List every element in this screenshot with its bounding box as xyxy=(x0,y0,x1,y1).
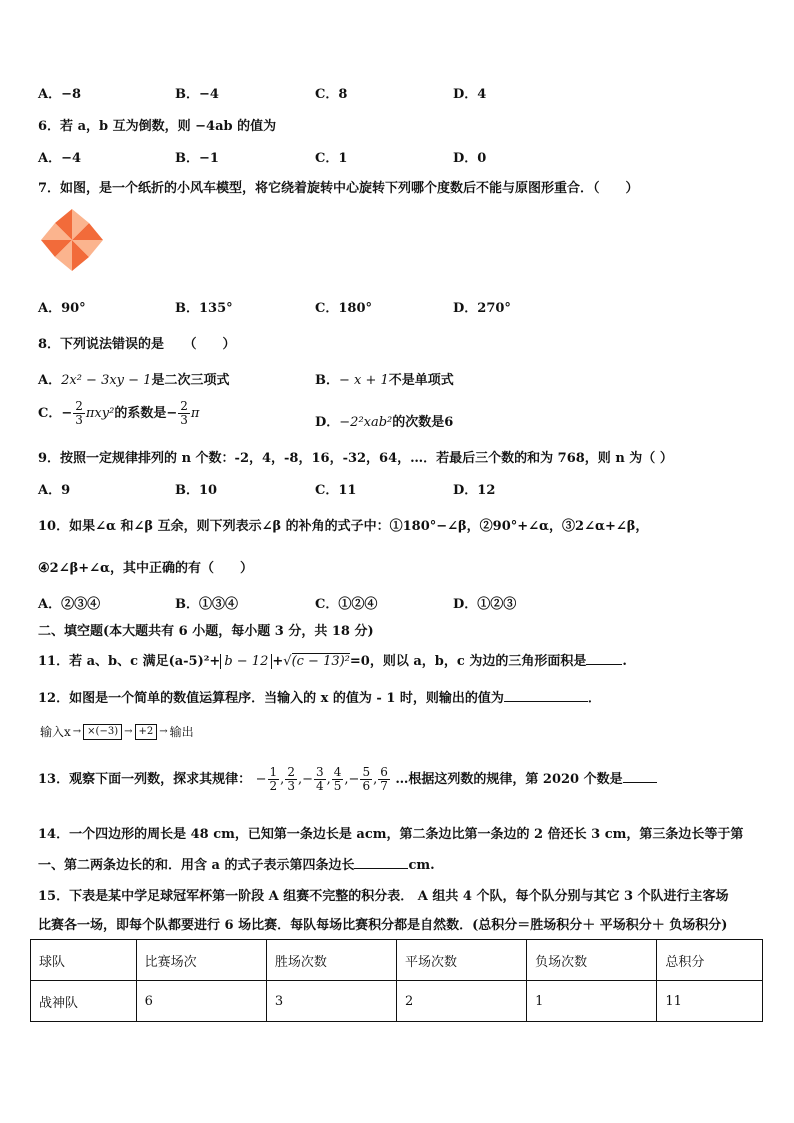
q11-answer-blank xyxy=(586,652,622,665)
table-cell: 11 xyxy=(657,981,763,1022)
q8-a-tail: 是二次三项式 xyxy=(151,373,230,388)
table-cell: 3 xyxy=(266,981,396,1022)
q8-d-tail: 的次数是6 xyxy=(392,415,454,430)
q13-numerator: 5 xyxy=(362,765,371,779)
q8-option-d xyxy=(315,411,453,430)
q11-stem xyxy=(38,650,627,669)
q10-stem: 10．如果∠α 和∠β 互余，则下列表示∠β 的补角的式子中：①180°−∠β，②90°+∠α，③2∠α+∠β， xyxy=(38,519,649,534)
q8-d-expr: −2²xab² xyxy=(339,415,393,430)
q9-option-d: D．12 xyxy=(453,483,496,498)
q7-option-a: A．90° xyxy=(38,301,86,316)
sqrt-icon: √ xyxy=(283,654,292,669)
q7-option-d: D．270° xyxy=(453,301,511,316)
q12-end: ． xyxy=(587,691,601,706)
pinwheel-figure xyxy=(37,205,107,275)
q10-option-b: B．①③④ xyxy=(175,597,238,612)
q13-stem xyxy=(38,766,657,793)
q8-option-a xyxy=(38,369,229,388)
q13-denominator: 6 xyxy=(362,779,371,793)
q13-sequence xyxy=(255,765,391,793)
table-header: 总积分 xyxy=(657,940,763,981)
q13-sign: , xyxy=(280,772,285,787)
table-header: 负场次数 xyxy=(527,940,657,981)
q6-option-b: B．−1 xyxy=(175,151,219,166)
q8-stem: 8．下列说法错误的是 （ ） xyxy=(38,337,236,352)
q9-option-b: B．10 xyxy=(175,483,218,498)
q11-pre: 11．若 a、b、c 满足(a-5)²+ xyxy=(38,654,221,669)
q11-sqrt: (c − 13)² xyxy=(291,654,350,669)
q13-denominator: 5 xyxy=(333,779,342,793)
flow-box-multiply: ×(−3) xyxy=(83,724,122,740)
q13-denominator: 2 xyxy=(269,779,278,793)
q8-c-num: 2 xyxy=(75,399,83,413)
table-cell: 1 xyxy=(527,981,657,1022)
q8-b-label: B． xyxy=(315,373,339,388)
q15-stem-line1: 15．下表是某中学足球冠军杯第一阶段 A 组赛不完整的积分表． A 组共 4 个队，每个队分别与其它 3 个队进行主客场 xyxy=(38,889,729,904)
q8-c-mid: 的系数是− xyxy=(114,406,178,421)
q8-option-b xyxy=(315,369,454,388)
table-header: 胜场次数 xyxy=(266,940,396,981)
q13-denominator: 4 xyxy=(315,779,324,793)
q13-sign: − xyxy=(255,772,267,787)
table-header: 平场次数 xyxy=(396,940,526,981)
q8-option-c xyxy=(38,400,199,427)
points-table xyxy=(30,939,763,1022)
q5-option-b: B．−4 xyxy=(175,87,219,102)
q8-c-label: C．− xyxy=(38,406,73,421)
table-row xyxy=(31,981,763,1022)
q7-option-b: B．135° xyxy=(175,301,233,316)
q10-option-c: C．①②④ xyxy=(315,597,378,612)
q13-fraction xyxy=(332,766,344,793)
q13-numerator: 1 xyxy=(269,765,278,779)
q13-numerator: 2 xyxy=(287,765,295,779)
flow-output: 输出 xyxy=(169,725,194,739)
arrow-right-icon: → xyxy=(72,726,82,737)
pinwheel-blades xyxy=(41,209,103,271)
q6-stem: 6．若 a，b 互为倒数，则 −4ab 的值为 xyxy=(38,119,277,134)
table-header-row xyxy=(31,940,763,981)
q11-post: =0，则以 a，b，c 为边的三角形面积是 xyxy=(349,654,587,669)
q13-fraction xyxy=(314,766,326,793)
q5-option-a: A．−8 xyxy=(38,87,82,102)
q5-option-c: C．8 xyxy=(315,87,348,102)
q8-a-label: A． xyxy=(38,373,62,388)
q14-answer-blank xyxy=(354,856,408,869)
q14-text: 一、第二两条边长的和．用含 a 的式子表示第四条边长 xyxy=(38,858,355,873)
q14-unit: cm. xyxy=(408,858,435,873)
q13-numerator: 3 xyxy=(315,765,324,779)
q13-sign: , xyxy=(373,772,378,787)
table-cell: 6 xyxy=(136,981,266,1022)
q14-stem-line1: 14．一个四边形的周长是 48 cm，已知第一条边长是 acm，第二条边比第一条边的 2 倍还长 3 cm，第三条边长等于第 xyxy=(38,827,744,842)
q13-sign: , xyxy=(326,772,331,787)
q8-b-expr: − x + 1 xyxy=(339,373,389,388)
q8-c-den: 3 xyxy=(75,413,83,427)
q13-denominator: 7 xyxy=(380,779,388,793)
q8-c-den2: 3 xyxy=(180,413,188,427)
flow-box-add: +2 xyxy=(135,724,158,740)
q13-denominator: 3 xyxy=(287,779,295,793)
q13-numerator: 6 xyxy=(380,765,388,779)
q13-fraction xyxy=(285,766,297,793)
q13-answer-blank xyxy=(623,770,657,783)
q8-a-expr: 2x² − 3xy − 1 xyxy=(61,373,152,388)
q13-fraction xyxy=(378,766,390,793)
q13-post: …根据这列数的规律，第 2020 个数是 xyxy=(395,772,623,787)
q9-option-c: C．11 xyxy=(315,483,357,498)
q13-sign: ,− xyxy=(297,772,313,787)
q7-option-c: C．180° xyxy=(315,301,372,316)
q11-end: . xyxy=(622,654,627,669)
q12-answer-blank xyxy=(504,689,588,702)
q10-option-d: D．①②③ xyxy=(453,597,517,612)
table-header: 球队 xyxy=(31,940,137,981)
q10-stem-cont: ④2∠β+∠α，其中正确的有（ ） xyxy=(38,561,254,576)
q12-flowchart xyxy=(40,723,194,740)
q8-c-expr: πxy² xyxy=(85,406,115,421)
q8-c-num2: 2 xyxy=(180,399,188,413)
q7-stem: 7．如图，是一个纸折的小风车模型，将它绕着旋转中心旋转下列哪个度数后不能与原图形重合．（ ） xyxy=(38,181,639,196)
q13-sign: ,− xyxy=(344,772,360,787)
q13-fraction xyxy=(360,766,372,793)
q8-b-tail: 不是单项式 xyxy=(388,373,454,388)
q12-stem xyxy=(38,687,601,706)
table-header: 比赛场次 xyxy=(136,940,266,981)
q6-option-c: C．1 xyxy=(315,151,348,166)
q13-fraction xyxy=(268,766,280,793)
q5-option-d: D．4 xyxy=(453,87,487,102)
q9-option-a: A．9 xyxy=(38,483,71,498)
q6-option-d: D．0 xyxy=(453,151,487,166)
arrow-right-icon: → xyxy=(159,726,168,737)
arrow-right-icon: → xyxy=(124,726,133,737)
q13-numerator: 4 xyxy=(333,765,342,779)
q15-stem-line2: 比赛各一场，即每个队都要进行 6 场比赛．每队每场比赛积分都是自然数．(总积分＝胜场积分＋ 平场积分＋ 负场积分) xyxy=(38,918,728,933)
q12-text: 12．如图是一个简单的数值运算程序．当输入的 x 的值为 - 1 时，则输出的值为 xyxy=(38,691,504,706)
q9-stem: 9．按照一定规律排列的 n 个数：-2，4，-8，16，-32，64，…．若最后三个数的和为 768，则 n 为（ ） xyxy=(38,451,673,466)
q8-d-label: D． xyxy=(315,415,340,430)
q10-option-a: A．②③④ xyxy=(38,597,101,612)
q11-plus: + xyxy=(272,654,284,669)
flow-input: 输入x xyxy=(40,725,71,739)
section-heading-fill-blank: 二、填空题(本大题共有 6 小题，每小题 3 分，共 18 分) xyxy=(38,624,374,639)
q13-pre: 13．观察下面一列数，探求其规律： xyxy=(38,772,252,787)
table-cell: 2 xyxy=(396,981,526,1022)
q11-abs: b − 12 xyxy=(220,654,272,669)
q14-stem-line2 xyxy=(38,854,435,873)
table-cell: 战神队 xyxy=(31,981,137,1022)
q6-option-a: A．−4 xyxy=(38,151,82,166)
q8-c-tail: π xyxy=(190,406,200,421)
